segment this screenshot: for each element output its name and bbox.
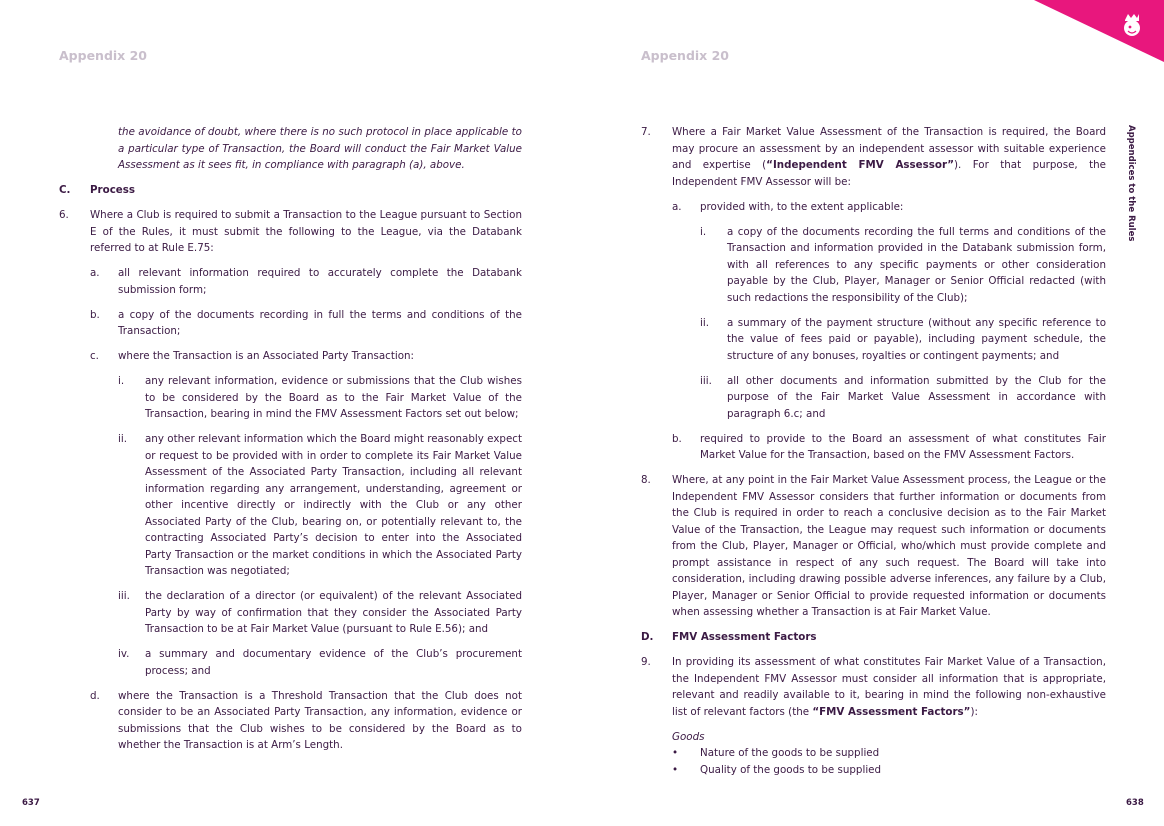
paragraph-6c-ii-text: any other relevant information which the Board might reasonably expect or request to be provided with in order to complete its Fair Market Value Assessment of the Associated Party Transaction, including all relevant information regarding any arrangement, understanding, agreement or other incentive directly or indirectly with the Club or any other Associated Party of the Club, bearing on, or potentially relevant to, the contracting Associated Party’s decision to enter into the Associated Party Transaction or the market conditions in which the Associated Party Transaction was negotiated; [145,433,522,577]
paragraph-7-text-before: Where a Fair Market Value Assessment of the Transaction is required, the Board may procure an assessment by an independent assessor with suitable experience and expertise ( [672,126,1106,171]
paragraph-6c-iii [59,588,522,638]
intro-text: the avoidance of doubt, where there is no such protocol in place applicable to a particular type of Transaction, the Board will conduct the Fair Market Value Assessment as it sees fit, in compliance with paragraph (a), above. [118,126,522,171]
paragraph-9 [641,654,1106,720]
paragraph-7-text-after: ). For that purpose, the Independent FMV Assessor will be: [672,159,1106,188]
paragraph-9-text-before: In providing its assessment of what constitutes Fair Market Value of a Transaction, the Independent FMV Assessor must consider all information that is appropriate, relevant and readily available to it, bearing in mind the following non-exhaustive list of relevant factors (the [672,656,1106,718]
paragraph-6c-iii-number: iii. [118,590,130,602]
paragraph-6c-iii-text: the declaration of a director (or equivalent) of the relevant Associated Party by way of confirmation that they consider the Associated Party Transaction to be at Fair Market Value (pursuant to Rule E.56); and [145,590,522,635]
paragraph-7a-ii-text: a summary of the payment structure (without any specific reference to the value of fees paid or payable), including payment schedule, the structure of any bonuses, royalties or contingent payments; and [727,316,1106,362]
left-page-number: 637 [22,798,40,808]
list-item [641,762,1106,779]
paragraph-7b-text: required to provide to the Board an assessment of what constitutes Fair Market Value for the Transaction, based on the FMV Assessment Factors. [700,432,1106,461]
paragraph-6d-text: where the Transaction is a Threshold Transaction that the Club does not consider to be an Associated Party Transaction, any information, evidence or submissions that the Club wishes to be considered by the Board as to whether the Transaction is at Arm’s Length. [118,689,522,751]
paragraph-7b [641,431,1106,464]
paragraph-6b [59,307,522,340]
section-d-letter: D. [641,631,654,643]
paragraph-6c-text: where the Transaction is an Associated Party Transaction: [118,350,415,362]
paragraph-6d [59,688,522,754]
bullet-icon: • [672,763,679,776]
paragraph-6c-ii [59,431,522,580]
paragraph-6b-number: b. [90,308,100,321]
list-item [641,745,1106,762]
section-d-title: FMV Assessment Factors [672,631,817,643]
paragraph-7a-i-number: i. [700,225,707,238]
paragraph-6c [59,348,522,365]
right-page-number: 638 [1126,798,1144,808]
corner-banner [1014,0,1164,70]
paragraph-6a-text: all relevant information required to accurately complete the Databank submission form; [118,267,522,296]
paragraph-6d-number: d. [90,689,100,702]
left-body [59,124,522,754]
paragraph-6c-i-text: any relevant information, evidence or submissions that the Club wishes to be considered by the Board as to the Fair Market Value of the Transaction, bearing in mind the FMV Assessment Factors set out below; [145,375,522,420]
bullet-text: Quality of the goods to be supplied [700,763,882,776]
paragraph-9-defined-term: “FMV Assessment Factors” [812,705,971,718]
bullet-text: Nature of the goods to be supplied [700,747,880,759]
section-c-letter: C. [59,184,71,196]
left-header: Appendix 20 [59,48,147,63]
paragraph-7a-number: a. [672,200,682,213]
paragraph-8-number: 8. [641,474,651,486]
paragraph-7 [641,124,1106,190]
paragraph-6c-i-number: i. [118,375,125,387]
paragraph-7a-ii-number: ii. [700,316,709,329]
paragraph-6c-iv [59,646,522,679]
section-c-title: Process [90,184,136,196]
paragraph-6-text: Where a Club is required to submit a Transaction to the League pursuant to Section E of the Rules, it must submit the following to the League, via the Databank referred to at Rule E.75: [90,209,522,254]
paragraph-9-number: 9. [641,656,651,668]
paragraph-7b-number: b. [672,432,682,445]
section-d-heading [641,629,1106,646]
lion-crown-icon [1124,14,1140,36]
paragraph-6b-text: a copy of the documents recording in full the terms and conditions of the Transaction; [118,308,522,337]
paragraph-6c-iv-number: iv. [118,648,130,660]
paragraph-6c-i [59,373,522,423]
section-c-heading [59,182,522,199]
paragraph-7a-text: provided with, to the extent applicable: [700,200,904,213]
paragraph-6a-number: a. [90,267,100,279]
paragraph-6a [59,265,522,298]
right-page [582,0,1164,826]
paragraph-9-text-after: ): [970,705,978,718]
right-body [641,124,1106,778]
paragraph-7-number: 7. [641,126,651,138]
paragraph-6c-ii-number: ii. [118,433,127,445]
paragraph-7a-iii-text: all other documents and information submitted by the Club for the purpose of the Fair Market Value Assessment in accordance with paragraph 6.c; and [727,374,1106,420]
paragraph-7a-iii [641,373,1106,423]
paragraph-6c-number: c. [90,350,99,362]
bullet-icon: • [672,747,679,759]
paragraph-7a-i-text: a copy of the documents recording the full terms and conditions of the Transaction and information provided in the Databank submission form, with all references to any specific payments or other consideration payable by the Club, Player, Manager or Senior Official redacted (with such redactions the responsibility of the Club); [727,225,1106,304]
paragraph-7a-ii [641,315,1106,365]
paragraph-7a-iii-number: iii. [700,374,712,387]
paragraph-6-number: 6. [59,209,69,221]
side-tab-label: Appendices to the Rules [1126,125,1136,242]
paragraph-8-text: Where, at any point in the Fair Market Value Assessment process, the League or the Independent FMV Assessor considers that further information or documents from the Club is required in order to reach a conclusive decision as to the Fair Market Value of the Transaction, the League may request such information or documents from the Club, Player, Manager or Official, who/which must provide complete and prompt assistance in respect of any such request. The Board will take into consideration, including drawing possible adverse inferences, any failure by a Club, Player, Manager or Senior Official to provide requested information or documents when assessing whether a Transaction is at Fair Market Value. [672,474,1106,618]
right-header: Appendix 20 [641,48,729,63]
side-tab [1122,125,1138,245]
paragraph-7-defined-term: “Independent FMV Assessor” [766,159,955,171]
paragraph-6c-iv-text: a summary and documentary evidence of the Club’s procurement process; and [145,648,522,677]
paragraph-6 [59,207,522,257]
paragraph-7a-i [641,224,1106,307]
paragraph-8 [641,472,1106,621]
paragraph-7a [641,199,1106,216]
goods-label: Goods [672,730,705,743]
